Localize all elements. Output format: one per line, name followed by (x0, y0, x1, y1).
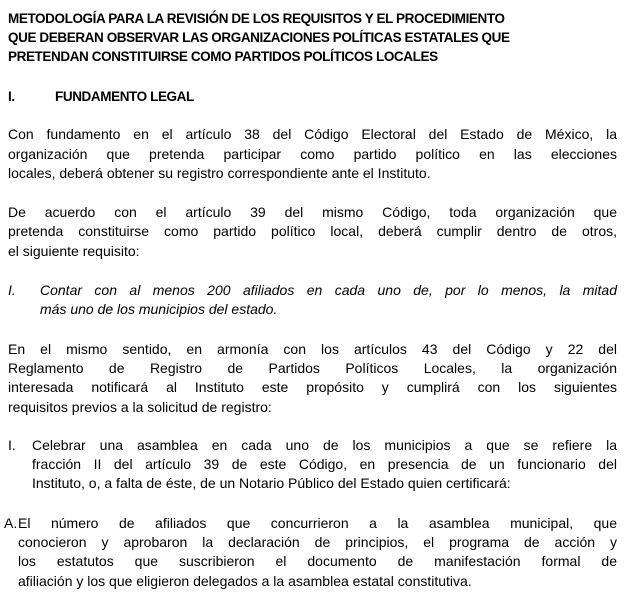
text-line: locales, deberá obtener su registro correspondiente ante el Instituto. (8, 164, 431, 181)
text-line: fracción II del artículo 39 de este Código, en presencia de un funcionario del (32, 456, 617, 473)
title-line: QUE DEBERAN OBSERVAR LAS ORGANIZACIONES POLÍTICAS ESTATALES QUE (8, 30, 510, 45)
text-line: el siguiente requisito: (8, 242, 140, 259)
list-item-celebrar (8, 436, 617, 494)
list-item-a (4, 514, 617, 591)
list-item-marker: A. (4, 514, 18, 531)
list-item-text (32, 436, 617, 494)
title-line: METODOLOGÍA PARA LA REVISIÓN DE LOS REQUISITOS Y EL PROCEDIMIENTO (8, 11, 505, 26)
text-line: organización que pretenda participar como partido político en las elecciones (8, 145, 617, 162)
paragraph-sentido (8, 340, 617, 417)
text-line: más uno de los municipios del estado. (40, 301, 278, 318)
list-item-text (18, 514, 617, 591)
text-line: Con fundamento en el artículo 38 del Código Electoral del Estado de México, la (8, 126, 617, 143)
text-line: En el mismo sentido, en armonía con los artículos 43 del Código y 22 del (8, 340, 617, 357)
paragraph-fundamento (8, 125, 617, 183)
text-line: Reglamento de Registro de Partidos Políticos Locales, la organización (8, 359, 617, 376)
text-line: Instituto, o, a falta de éste, de un Notario Público del Estado quien certificará: (32, 475, 511, 492)
list-item-marker: I. (8, 282, 16, 299)
text-line: interesada notificará al Instituto este propósito y cumplirá con los siguientes (8, 379, 617, 396)
text-line: los estatutos que suscribieron el documento de manifestación formal de (18, 553, 617, 570)
list-item-marker: I. (8, 436, 16, 453)
text-line: El número de afiliados que concurrieron a la asamblea municipal, que (18, 514, 617, 531)
text-line: Celebrar una asamblea en cada uno de los municipios a que se refiere la (32, 436, 617, 453)
text-line: conocieron y aprobaron la declaración de principios, el programa de acción y (18, 534, 617, 551)
text-line: afiliación y los que eligieron delegados a la asamblea estatal constitutiva. (18, 572, 472, 589)
text-line: De acuerdo con el artículo 39 del mismo Código, toda organización que (8, 204, 617, 221)
title-line: PRETENDAN CONSTITUIRSE COMO PARTIDOS POLÍTICOS LOCALES (8, 49, 438, 64)
document-title (8, 9, 617, 66)
text-line: Contar con al menos 200 afiliados en cada uno de, por lo menos, la mitad (40, 282, 617, 299)
list-item-contar (8, 281, 617, 320)
text-line: requisitos previos a la solicitud de registro: (8, 398, 272, 415)
section-heading (8, 87, 617, 106)
section-heading-label: FUNDAMENTO LEGAL (55, 89, 194, 104)
list-item-text (40, 281, 617, 320)
paragraph-acuerdo (8, 203, 617, 261)
section-heading-number: I. (8, 89, 15, 104)
text-line: pretenda constituirse como partido político local, deberá cumplir dentro de otros, (8, 223, 617, 240)
